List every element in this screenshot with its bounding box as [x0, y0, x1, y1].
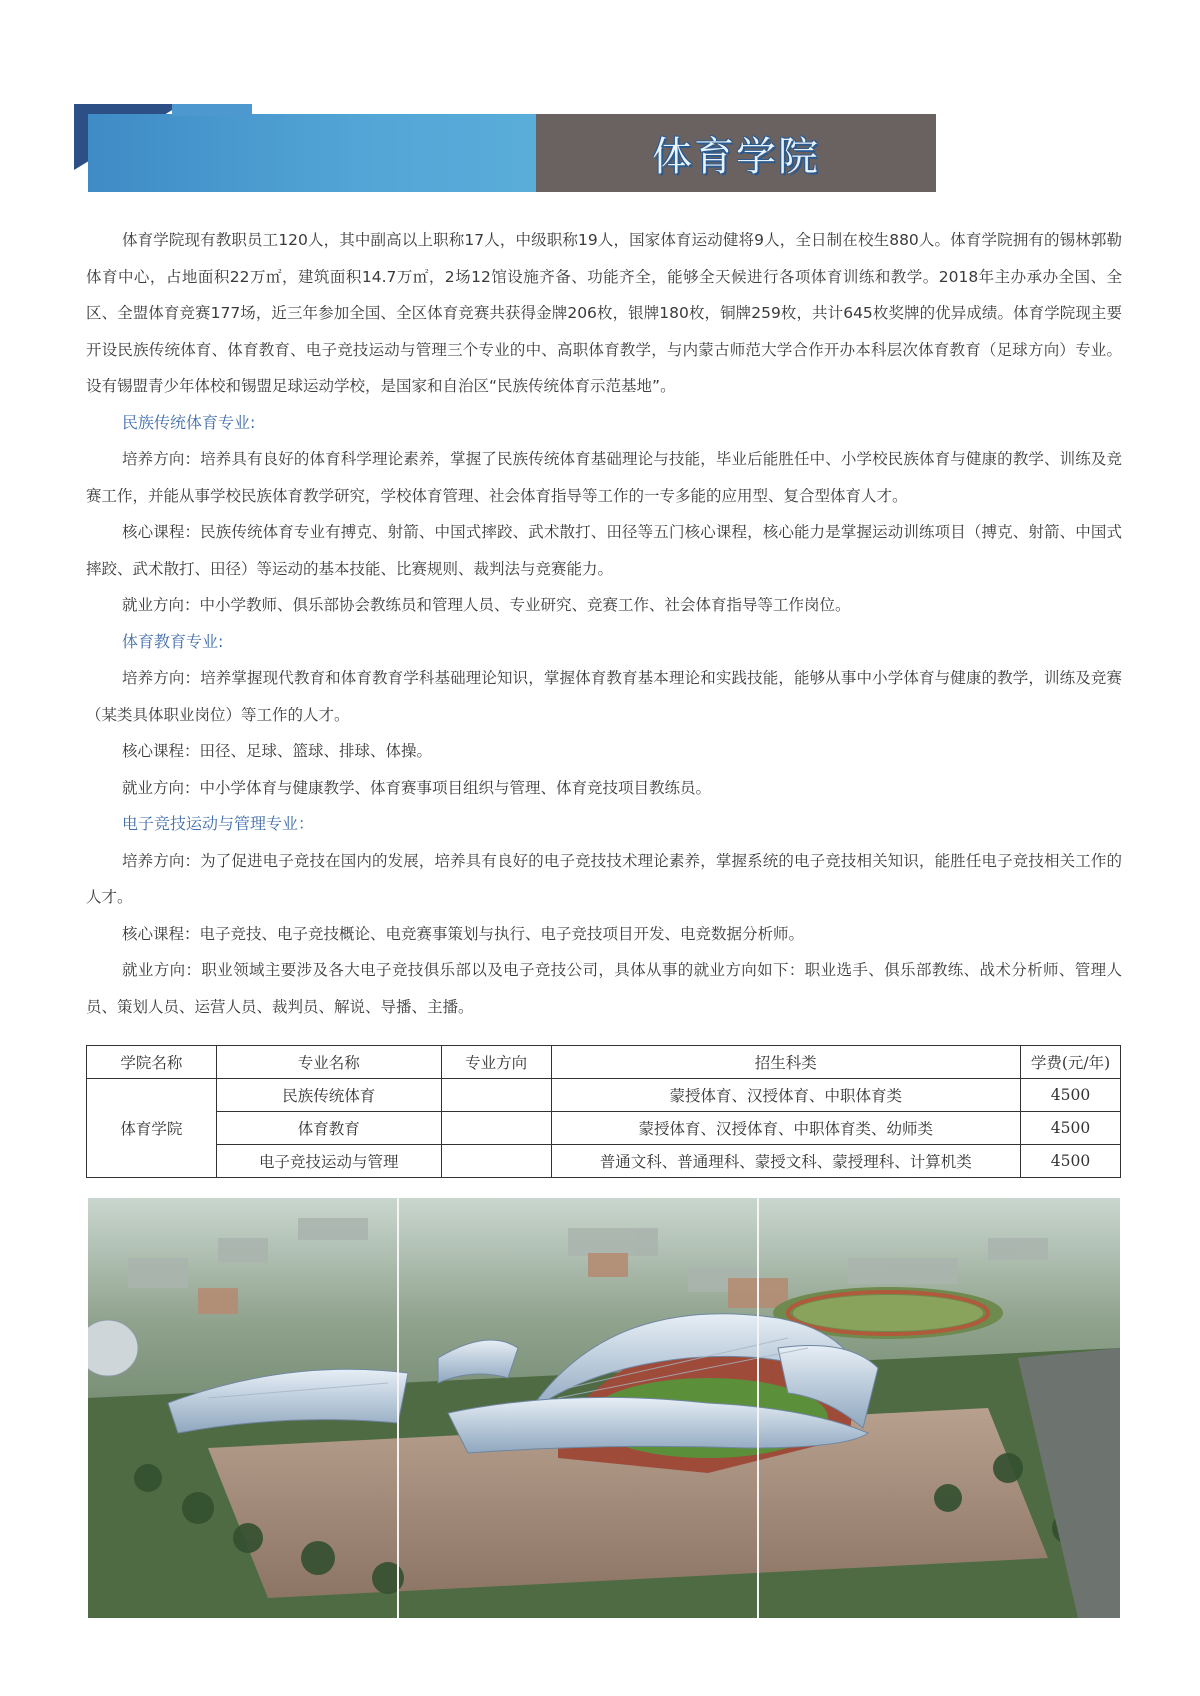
fee-cell: 4500 [1021, 1145, 1121, 1178]
college-cell: 体育学院 [87, 1079, 217, 1178]
major-courses: 核心课程：田径、足球、篮球、排球、体操。 [122, 742, 433, 760]
major-training: 培养方向：为了促进电子竞技在国内的发展，培养具有良好的电子竞技技术理论素养，掌握系统的电子竞技相关知识，能胜任电子竞技相关工作的人才。 [86, 851, 1122, 906]
banner-blue-bar [88, 114, 548, 192]
major-heading-traditional: 民族传统体育专业: [122, 412, 256, 432]
fee-cell: 4500 [1021, 1079, 1121, 1112]
direction-cell [441, 1079, 551, 1112]
major-cell: 民族传统体育 [216, 1079, 441, 1112]
major-training: 培养方向：培养具有良好的体育科学理论素养，掌握了民族传统体育基础理论与技能，毕业后能胜任中、小学校民族体育与健康的教学、训练及竞赛工作，并能从事学校民族体育教学研究，学校体育管理、社会体育指导等工作的一专多能的应用型、复合型体育人才。 [86, 450, 1122, 505]
table-header: 学院名称 [87, 1046, 217, 1079]
banner-blue-accent [172, 104, 252, 116]
major-career: 就业方向：中小学教师、俱乐部协会教练员和管理人员、专业研究、竞赛工作、社会体育指导等工作岗位。 [122, 596, 851, 614]
major-training: 培养方向：培养掌握现代教育和体育教育学科基础理论知识，掌握体育教育基本理论和实践技能，能够从事中小学体育与健康的教学，训练及竞赛（某类具体职业岗位）等工作的人才。 [86, 669, 1122, 724]
major-career: 就业方向：职业领域主要涉及各大电子竞技俱乐部以及电子竞技公司，具体从事的就业方向如下：职业选手、俱乐部教练、战术分析师、管理人员、策划人员、运营人员、裁判员、解说、导播、主播。 [86, 961, 1122, 1016]
table-header: 招生科类 [551, 1046, 1021, 1079]
main-content [86, 222, 1122, 1025]
major-courses: 核心课程：民族传统体育专业有搏克、射箭、中国式摔跤、武术散打、田径等五门核心课程，核心能力是掌握运动训练项目（搏克、射箭、中国式摔跤、武术散打、田径）等运动的基本技能、比赛规则、裁判法与竞赛能力。 [86, 523, 1122, 578]
category-cell: 蒙授体育、汉授体育、中职体育类 [551, 1079, 1021, 1112]
table-header: 专业名称 [216, 1046, 441, 1079]
major-heading-pe: 体育教育专业: [122, 631, 224, 651]
category-cell: 普通文科、普通理科、蒙授文科、蒙授理科、计算机类 [551, 1145, 1021, 1178]
table-header: 专业方向 [441, 1046, 551, 1079]
page-title: 体育学院 [652, 133, 820, 180]
intro-paragraph: 体育学院现有教职员工120人，其中副高以上职称17人，中级职称19人，国家体育运动健将9人，全日制在校生880人。体育学院拥有的锡林郭勒体育中心，占地面积22万㎡，建筑面积14.7万㎡，2场12馆设施齐备、功能齐全，能够全天候进行各项体育训练和教学。2018年主办承办全国、全区、全盟体育竞赛177场，近三年参加全国、全区体育竞赛共获得金牌206枚，银牌180枚，铜牌259枚，共计645枚奖牌的优异成绩。体育学院现主要开设民族传统体育、体育教育、电子竞技运动与管理三个专业的中、高职体育教学，与内蒙古师范大学合作开办本科层次体育教育（足球方向）专业。设有锡盟青少年体校和锡盟足球运动学校，是国家和自治区“民族传统体育示范基地”。 [86, 231, 1122, 395]
major-cell: 电子竞技运动与管理 [216, 1145, 441, 1178]
table-header: 学费(元/年) [1021, 1046, 1121, 1079]
title-banner [74, 104, 936, 192]
table-row [87, 1079, 1121, 1112]
major-career: 就业方向：中小学体育与健康教学、体育赛事项目组织与管理、体育竞技项目教练员。 [122, 778, 712, 797]
table-row [87, 1145, 1121, 1178]
title-box [536, 114, 936, 192]
direction-cell [441, 1145, 551, 1178]
major-heading-esports: 电子竞技运动与管理专业： [122, 814, 315, 833]
table-row [87, 1112, 1121, 1145]
direction-cell [441, 1112, 551, 1145]
table-header-row [87, 1046, 1121, 1079]
major-courses: 核心课程：电子竞技、电子竞技概论、电竞赛事策划与执行、电子竞技项目开发、电竞数据分析师。 [122, 924, 805, 943]
fee-cell: 4500 [1021, 1112, 1121, 1145]
enrollment-table [86, 1045, 1121, 1178]
stadium-aerial-image [88, 1198, 1120, 1618]
category-cell: 蒙授体育、汉授体育、中职体育类、幼师类 [551, 1112, 1021, 1145]
stadium-illustration [88, 1198, 1120, 1618]
major-cell: 体育教育 [216, 1112, 441, 1145]
